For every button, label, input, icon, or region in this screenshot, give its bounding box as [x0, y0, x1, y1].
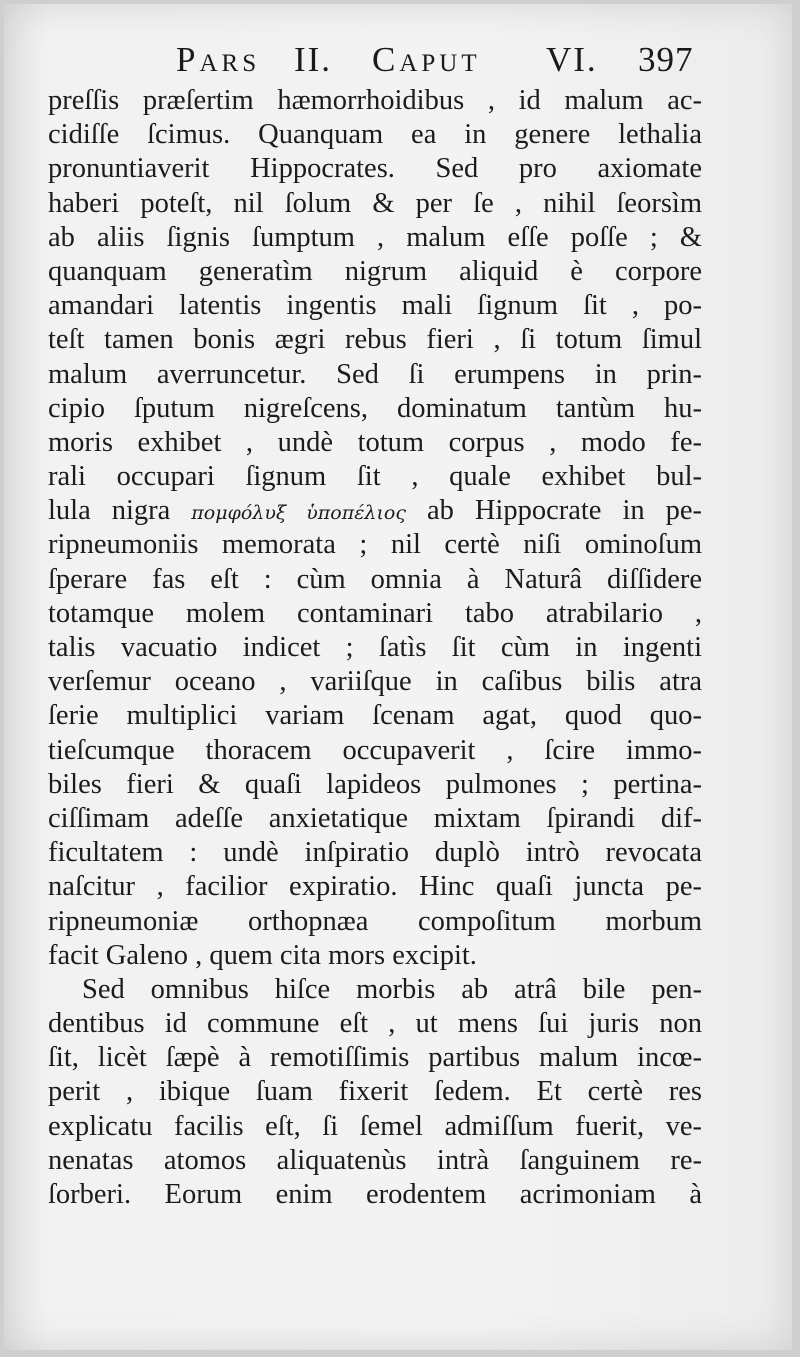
text-line: ficultatem : undè inſpiratio duplò intrò revocata: [48, 837, 702, 869]
text-line: amandari latentis ingentis mali ſignum ſit , po-: [48, 290, 702, 322]
text-line: cipio ſputum nigreſcens, dominatum tantùm hu-: [48, 392, 702, 424]
book-page: [4, 4, 792, 1350]
page-number: 397: [638, 40, 694, 79]
text-line: totamque molem contaminari tabo atrabilario ,: [48, 597, 702, 629]
text-line: talis vacuatio indicet ; ſatìs ſit cùm in ingenti: [48, 632, 702, 663]
text-line: verſemur oceano , variiſque in caſibus bilis atra: [48, 666, 702, 698]
text-line: ſorberi. Eorum enim erodentem acrimoniam à: [48, 1179, 702, 1210]
running-header: [176, 40, 716, 80]
text-line: cidiſſe ſcimus. Quanquam ea in genere lethalia: [48, 119, 702, 151]
text-line: quanquam generatìm nigrum aliquid è corpore: [48, 255, 702, 287]
text-line: haberi poteſt, nil ſolum & per ſe , nihil ſeorsìm: [48, 187, 702, 219]
text-line: malum averruncetur. Sed ſi erumpens in prin-: [48, 358, 702, 390]
text-line: ſit, licèt ſæpè à remotiſſimis partibus malum incœ-: [48, 1042, 702, 1074]
header-caput: Caput: [372, 40, 481, 79]
greek-quotation: πομφόλυξ ὑποπέλιος: [191, 502, 406, 525]
text-line: dentibus id commune eſt , ut mens ſui juris non: [48, 1008, 702, 1040]
text-line: Sed omnibus hiſce morbis ab atrâ bile pen-: [82, 973, 702, 1005]
text-line: ripneumoniis memorata ; nil certè niſi ominoſum: [48, 529, 702, 561]
text-line: teſt tamen bonis ægri rebus fieri , ſi totum ſimul: [48, 324, 702, 356]
text-line: perit , ibique ſuam fixerit ſedem. Et certè res: [48, 1076, 702, 1108]
text-line: pronuntiaverit Hippocrates. Sed pro axiomate: [48, 153, 702, 185]
text-line: ripneumoniæ orthopnæa compoſitum morbum: [48, 905, 702, 937]
header-pars-number: II.: [294, 40, 333, 79]
text-line-greek: [48, 494, 702, 528]
text-line: tieſcumque thoracem occupaverit , ſcire immo-: [48, 734, 702, 766]
header-caput-number: VI.: [546, 40, 598, 79]
text-line: moris exhibet , undè totum corpus , modo fe-: [48, 426, 702, 458]
text-line: naſcitur , facilior expiratio. Hinc quaſi juncta pe-: [48, 871, 702, 903]
text-line: ſperare fas eſt : cùm omnia à Naturâ diſſidere: [48, 563, 702, 595]
header-pars: Pars: [176, 40, 261, 79]
text-line: facit Galeno , quem cita mors excipit.: [48, 939, 477, 971]
body-text: [48, 84, 702, 1212]
greek-line-after: ab Hippocrate in pe-: [426, 495, 702, 527]
text-line: biles fieri & quaſi lapideos pulmones ; pertina-: [48, 768, 702, 800]
text-line: ab aliis ſignis ſumptum , malum eſſe poſſe ; &: [48, 221, 702, 253]
greek-line-before: lula nigra: [48, 495, 171, 527]
text-line: ſerie multiplici variam ſcenam agat, quod quo-: [48, 700, 702, 732]
text-line: nenatas atomos aliquatenùs intrà ſanguinem re-: [48, 1144, 702, 1176]
text-line: explicatu facilis eſt, ſi ſemel admiſſum fuerit, ve-: [48, 1110, 702, 1142]
text-line: ciſſimam adeſſe anxietatique mixtam ſpirandi dif-: [48, 802, 702, 834]
text-line: rali occupari ſignum ſit , quale exhibet bul-: [48, 461, 702, 493]
text-line: preſſis præſertim hæmorrhoidibus , id malum ac-: [48, 85, 702, 116]
